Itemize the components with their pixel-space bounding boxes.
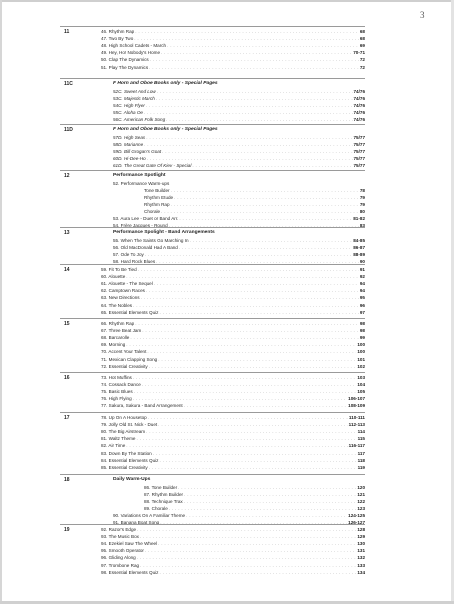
unit-number: 11C — [64, 81, 73, 87]
entry-title: 50. Clap The Dynamics — [101, 57, 149, 63]
section-divider — [60, 474, 365, 475]
toc-entry — [144, 499, 365, 505]
dot-leader — [137, 527, 356, 533]
dot-leader — [135, 29, 359, 35]
entry-page-number: 102 — [357, 363, 365, 369]
section-divider — [60, 264, 365, 265]
entry-page-number: 78 — [359, 187, 365, 193]
dot-leader — [179, 245, 352, 251]
entry-title: 83. Down By The Station — [101, 450, 152, 456]
entry-page-number: 112-113 — [348, 422, 365, 428]
dot-leader — [145, 252, 352, 258]
entry-title: Chorale — [144, 209, 161, 214]
unit-number: 14 — [64, 267, 70, 273]
toc-entry — [101, 396, 365, 402]
entry-page-number: 75/77 — [353, 155, 365, 161]
entry-page-number: 94 — [359, 288, 365, 294]
toc-entry — [144, 195, 365, 201]
toc-entry — [101, 310, 365, 316]
section-divider — [60, 372, 365, 373]
toc-entry — [101, 443, 365, 449]
entry-page-number: 79 — [359, 201, 365, 207]
entry-page-number: 101 — [357, 356, 365, 362]
entry-title: 73. Hot Muffins — [101, 375, 132, 380]
entry-title: 98. Essential Elements Quiz — [101, 569, 159, 575]
dot-leader — [126, 342, 356, 348]
section-heading: F Horn and Oboe Books only - Special Pages — [113, 127, 218, 132]
toc-entry — [144, 202, 365, 208]
section-divider — [60, 170, 365, 171]
entry-page-number: 75/77 — [353, 148, 365, 154]
entry-page-number: 133 — [357, 562, 365, 568]
entry-title: 79. Jolly Old St. Nick - Duet — [101, 422, 158, 428]
entry-page-number: 83 — [359, 223, 365, 229]
section-divider — [60, 78, 365, 79]
unit-number: 13 — [64, 230, 70, 236]
entry-title: 70. Accent Your Talent — [101, 349, 147, 355]
toc-entry — [101, 321, 365, 327]
entry-title: 67. Three Beat Jam — [101, 328, 142, 334]
entry-title: 61D. The Great Gate Of Kiev - Special — [113, 163, 192, 168]
toc-entry — [101, 328, 365, 334]
toc-entry — [144, 188, 365, 194]
dot-leader — [149, 65, 359, 71]
dot-leader — [156, 96, 353, 102]
entry-title: 96. Gliding Along — [101, 555, 136, 561]
toc-entry — [101, 534, 365, 540]
entry-title: 92. Razor's Edge — [101, 527, 137, 532]
entry-title: 88. Technique Trax — [144, 498, 183, 504]
entry-page-number: 124-125 — [348, 513, 365, 518]
toc-entry — [113, 110, 365, 116]
entry-page-number: 120 — [357, 484, 365, 490]
entry-page-number: 92 — [359, 274, 365, 280]
dot-leader — [157, 89, 353, 95]
toc-entry — [113, 149, 365, 155]
entry-page-number: 100 — [357, 349, 365, 355]
entry-page-number: 134 — [357, 569, 365, 575]
toc-entry — [101, 436, 365, 442]
entry-page-number: 74/76 — [353, 117, 365, 122]
toc-entry — [101, 335, 365, 341]
entry-title: 56. Old MacDonald Had A Band — [113, 244, 178, 250]
toc-entry — [101, 389, 365, 395]
section-heading: F Horn and Oboe Books only - Special Pages — [113, 81, 218, 86]
entry-title: 86. Tone Builder — [144, 484, 178, 490]
entry-page-number: 70-71 — [353, 50, 365, 56]
entry-title: 59. Fit To Be Tied — [101, 267, 137, 272]
entry-title: 80. The Big Airstream — [101, 429, 146, 435]
toc-entry — [101, 357, 365, 363]
entry-page-number: 81-82 — [353, 216, 365, 222]
dot-leader — [149, 465, 357, 471]
entry-page-number: 94 — [359, 281, 365, 287]
entry-title: 89. Chorale — [144, 505, 168, 511]
toc-entry — [144, 492, 365, 498]
dot-leader — [134, 389, 357, 395]
entry-page-number: 68 — [359, 29, 365, 34]
toc-entry — [113, 96, 365, 102]
entry-title: 48. High School Cadets - March — [101, 43, 167, 49]
entry-title: 76. High Flying — [101, 396, 132, 402]
dot-leader — [150, 57, 359, 63]
dot-leader — [147, 349, 356, 355]
section-heading: Daily Warm-Ups — [113, 477, 151, 482]
toc-entry — [101, 274, 365, 280]
entry-page-number: 115 — [357, 436, 365, 442]
entry-title: 55C. Aloha Oe — [113, 109, 143, 115]
toc-entry — [101, 465, 365, 471]
toc-entry — [101, 342, 365, 348]
entry-page-number: 75/77 — [353, 163, 365, 168]
entry-page-number: 84-85 — [353, 237, 365, 243]
unit-number: 11D — [64, 127, 73, 133]
entry-page-number: 129 — [357, 534, 365, 540]
dot-leader — [141, 295, 359, 301]
dot-leader — [133, 303, 359, 309]
toc-entry — [101, 57, 365, 63]
entry-title: 53. Aura Lee - Duet or Band Arr. — [113, 216, 179, 222]
toc-entry — [144, 209, 365, 215]
entry-title: Rhythm Etude — [144, 194, 174, 200]
toc-entry — [101, 458, 365, 464]
dot-leader — [192, 163, 352, 169]
dot-leader — [158, 541, 356, 547]
entry-title: 74. Cossack Dance — [101, 382, 141, 388]
toc-entry — [101, 422, 365, 428]
entry-page-number: 91 — [359, 267, 365, 272]
dot-leader — [126, 274, 359, 280]
entry-page-number: 98 — [359, 328, 365, 334]
dot-leader — [144, 142, 352, 148]
toc-entry — [101, 415, 365, 421]
entry-title: 71. Mexican Clapping Song — [101, 356, 158, 362]
toc-entry — [101, 541, 365, 547]
toc-entry — [144, 506, 365, 512]
dot-leader — [184, 492, 356, 498]
toc-entry — [101, 43, 365, 49]
entry-title: 57. Ode To Joy — [113, 251, 144, 257]
entry-title: 82. Air Time — [101, 443, 126, 449]
entry-page-number: 103 — [357, 375, 365, 380]
dot-leader — [174, 195, 359, 201]
entry-title: 90. Variations On A Familiar Theme — [113, 513, 186, 518]
dot-leader — [142, 382, 356, 388]
page-number: 3 — [420, 10, 425, 20]
toc-entry — [101, 403, 365, 409]
entry-page-number: 96 — [359, 302, 365, 308]
unit-number: 12 — [64, 173, 70, 179]
dot-leader — [140, 563, 356, 569]
dot-leader — [134, 36, 359, 42]
entry-page-number: 119 — [357, 464, 365, 470]
toc-entry — [113, 89, 365, 95]
toc-entry — [113, 216, 365, 222]
entry-page-number: 90 — [359, 258, 365, 264]
entry-page-number: 98 — [359, 321, 365, 326]
entry-page-number: 97 — [359, 309, 365, 315]
dot-leader — [161, 50, 352, 56]
section-heading: Performance Spolight - Band Arrangements — [113, 230, 215, 235]
toc-entry — [113, 245, 365, 251]
toc-entry — [113, 117, 365, 123]
entry-page-number: 130 — [357, 541, 365, 547]
entry-page-number: 69 — [359, 43, 365, 49]
dot-leader — [169, 506, 357, 512]
entry-title: 49. Hey, Ho! Nobody's Home — [101, 50, 161, 56]
entry-title: 58. Hard Rock Blues — [113, 258, 156, 264]
entry-page-number: 116-117 — [348, 443, 365, 449]
dot-leader — [146, 288, 359, 294]
unit-number: 11 — [64, 29, 70, 35]
dot-leader — [153, 451, 357, 457]
entry-page-number: 86-87 — [353, 244, 365, 250]
toc-entry — [101, 375, 365, 381]
toc-entry — [113, 513, 365, 519]
toc-entry — [113, 142, 365, 148]
toc-entry — [113, 103, 365, 109]
dot-leader — [186, 513, 347, 519]
dot-leader — [144, 110, 353, 116]
entry-title: 97. Trombone Rag — [101, 562, 140, 568]
entry-title: 60D. Hi-Dee-Ho — [113, 155, 146, 161]
entry-title: 78. Up On A Housetop — [101, 415, 147, 420]
toc-entry — [101, 267, 365, 273]
dot-leader — [159, 570, 356, 576]
entry-title: 62. Camptown Races — [101, 288, 145, 294]
entry-page-number: 131 — [357, 548, 365, 554]
toc-entry — [113, 238, 365, 244]
entry-title: 87. Rhythm Builder — [144, 491, 184, 497]
entry-title: 60. Alouette — [101, 274, 126, 280]
dot-leader — [179, 216, 352, 222]
entry-title: 57D. High Seas — [113, 134, 146, 140]
dot-leader — [184, 403, 347, 409]
dot-leader — [171, 188, 359, 194]
entry-page-number: 110-111 — [348, 415, 365, 420]
entry-page-number: 104 — [357, 382, 365, 388]
entry-title: 65. Essential Elements Quiz — [101, 309, 159, 315]
toc-entry — [101, 295, 365, 301]
entry-page-number: 132 — [357, 555, 365, 561]
section-divider — [60, 412, 365, 413]
entry-title: 55. When The Saints Go Marching In — [113, 237, 189, 243]
entry-page-number: 74/76 — [353, 95, 365, 101]
toc-entry — [101, 29, 365, 35]
entry-title: 51. Play The Dynamics — [101, 64, 149, 70]
dot-leader — [146, 103, 353, 109]
dot-leader — [145, 548, 356, 554]
entry-page-number: 95 — [359, 295, 365, 301]
entry-page-number: 100 — [357, 342, 365, 348]
dot-leader — [140, 534, 356, 540]
entry-title: 93. The Music Box — [101, 534, 139, 540]
dot-leader — [148, 415, 348, 421]
toc-entry — [113, 181, 365, 187]
entry-page-number: 68 — [359, 36, 365, 42]
unit-number: 19 — [64, 527, 70, 533]
entry-title: 68. Barcarolle — [101, 335, 130, 341]
toc-entry — [101, 527, 365, 533]
section-divider — [60, 26, 365, 27]
entry-title: 61. Alouette - The Sequel — [101, 281, 153, 287]
toc-entry — [113, 135, 365, 141]
entry-title: 81. Waltz Theme — [101, 436, 136, 442]
toc-entry — [101, 555, 365, 561]
dot-leader — [159, 310, 358, 316]
entry-title: 66. Rhythm Rap — [101, 321, 135, 326]
entry-page-number: 114 — [357, 429, 365, 435]
toc-entry — [113, 252, 365, 258]
dot-leader — [154, 281, 359, 287]
dot-leader — [166, 117, 352, 123]
unit-number: 18 — [64, 477, 70, 483]
toc-entry — [101, 382, 365, 388]
entry-title: 58D. Marianne — [113, 141, 144, 147]
entry-page-number: 74/76 — [353, 102, 365, 108]
entry-page-number: 75/77 — [353, 134, 365, 140]
toc-entry — [101, 451, 365, 457]
entry-title: 59D. Bill Grogan's Goat — [113, 148, 162, 154]
entry-title: 85. Essential Creativity — [101, 464, 148, 470]
dot-leader — [126, 443, 347, 449]
toc-entry — [101, 570, 365, 576]
toc-entry — [101, 65, 365, 71]
entry-title: 75. Basic Blues — [101, 389, 133, 395]
entry-page-number: 105 — [357, 389, 365, 395]
entry-page-number: 122 — [357, 498, 365, 504]
entry-title: 56C. American Folk Song — [113, 117, 166, 122]
entry-title: 94. Ezekiel Saw The Wheel — [101, 541, 158, 547]
dot-leader — [149, 364, 357, 370]
dot-leader — [167, 43, 359, 49]
dot-leader — [142, 328, 359, 334]
toc-entry — [101, 563, 365, 569]
entry-page-number: 106-107 — [348, 396, 365, 402]
dot-leader — [162, 149, 352, 155]
dot-leader — [147, 156, 353, 162]
entry-title: 52. Performance Warm-ups — [113, 180, 170, 186]
entry-title: 46. Rhythm Rap — [101, 29, 135, 34]
dot-leader — [135, 321, 359, 327]
toc-entry — [101, 36, 365, 42]
entry-page-number: 79 — [359, 194, 365, 200]
entry-title: 72. Essential Creativity — [101, 363, 148, 369]
entry-page-number: 128 — [357, 527, 365, 532]
entry-title: 69. Morning — [101, 342, 126, 348]
dot-leader — [158, 422, 347, 428]
unit-number: 16 — [64, 375, 70, 381]
dot-leader — [184, 499, 357, 505]
unit-number: 15 — [64, 321, 70, 327]
section-divider — [60, 227, 365, 228]
toc-entry — [101, 288, 365, 294]
section-divider — [60, 124, 365, 125]
dot-leader — [161, 209, 359, 215]
entry-title: 54C. High Flyer — [113, 102, 145, 108]
entry-page-number: 117 — [357, 450, 365, 456]
dot-leader — [146, 429, 356, 435]
toc-entry — [101, 364, 365, 370]
entry-page-number: 80 — [359, 209, 365, 214]
entry-title: 47. Two By Two — [101, 36, 134, 42]
dot-leader — [138, 267, 359, 273]
toc-entry — [101, 50, 365, 56]
toc-entry — [101, 281, 365, 287]
entry-page-number: 72 — [359, 57, 365, 63]
entry-title: 54. Frère Jacques - Round — [113, 223, 168, 229]
dot-leader — [146, 135, 352, 141]
entry-page-number: 72 — [359, 64, 365, 70]
dot-leader — [133, 375, 357, 381]
entry-page-number: 126-127 — [348, 520, 365, 526]
dot-leader — [133, 396, 348, 402]
unit-number: 17 — [64, 415, 70, 421]
dot-leader — [190, 238, 353, 244]
dot-leader — [130, 335, 359, 341]
entry-page-number: 108-109 — [348, 403, 365, 409]
entry-title: 52C. Sweet And Low — [113, 88, 156, 94]
entry-page-number: 74/76 — [353, 88, 365, 94]
entry-title: 53C. Majestic March — [113, 95, 155, 101]
entry-title: 77. Sakura, Sakura - Band Arrangement — [101, 403, 183, 409]
entry-page-number: 118 — [357, 457, 365, 463]
entry-title: Tone Builder — [144, 187, 170, 193]
toc-entry — [113, 163, 365, 169]
toc-entry — [113, 156, 365, 162]
dot-leader — [178, 485, 356, 491]
dot-leader — [137, 555, 357, 561]
toc-entry — [101, 548, 365, 554]
entry-page-number: 99 — [359, 335, 365, 341]
section-heading: Performance Spotlight — [113, 173, 166, 178]
dot-leader — [159, 458, 356, 464]
entry-page-number: 74/76 — [353, 109, 365, 115]
entry-title: 95. Smooth Operator — [101, 548, 144, 554]
entry-title: 63. New Directions — [101, 295, 140, 301]
entry-title: Rhythm Rap — [144, 201, 170, 207]
entry-page-number: 88-89 — [353, 251, 365, 257]
entry-page-number: 121 — [357, 491, 365, 497]
section-divider — [60, 318, 365, 319]
dot-leader — [171, 202, 359, 208]
toc-entry — [144, 485, 365, 491]
toc-entry — [101, 349, 365, 355]
dot-leader — [158, 357, 356, 363]
entry-title: 91. Banana Boat Song — [113, 520, 160, 526]
toc-entry — [101, 429, 365, 435]
entry-page-number: 75/77 — [353, 141, 365, 147]
dot-leader — [136, 436, 356, 442]
entry-page-number: 123 — [357, 505, 365, 511]
entry-title: 84. Essential Elements Quiz — [101, 457, 159, 463]
toc-entry — [101, 303, 365, 309]
section-divider — [60, 524, 365, 525]
entry-title: 64. The Nobles — [101, 302, 133, 308]
